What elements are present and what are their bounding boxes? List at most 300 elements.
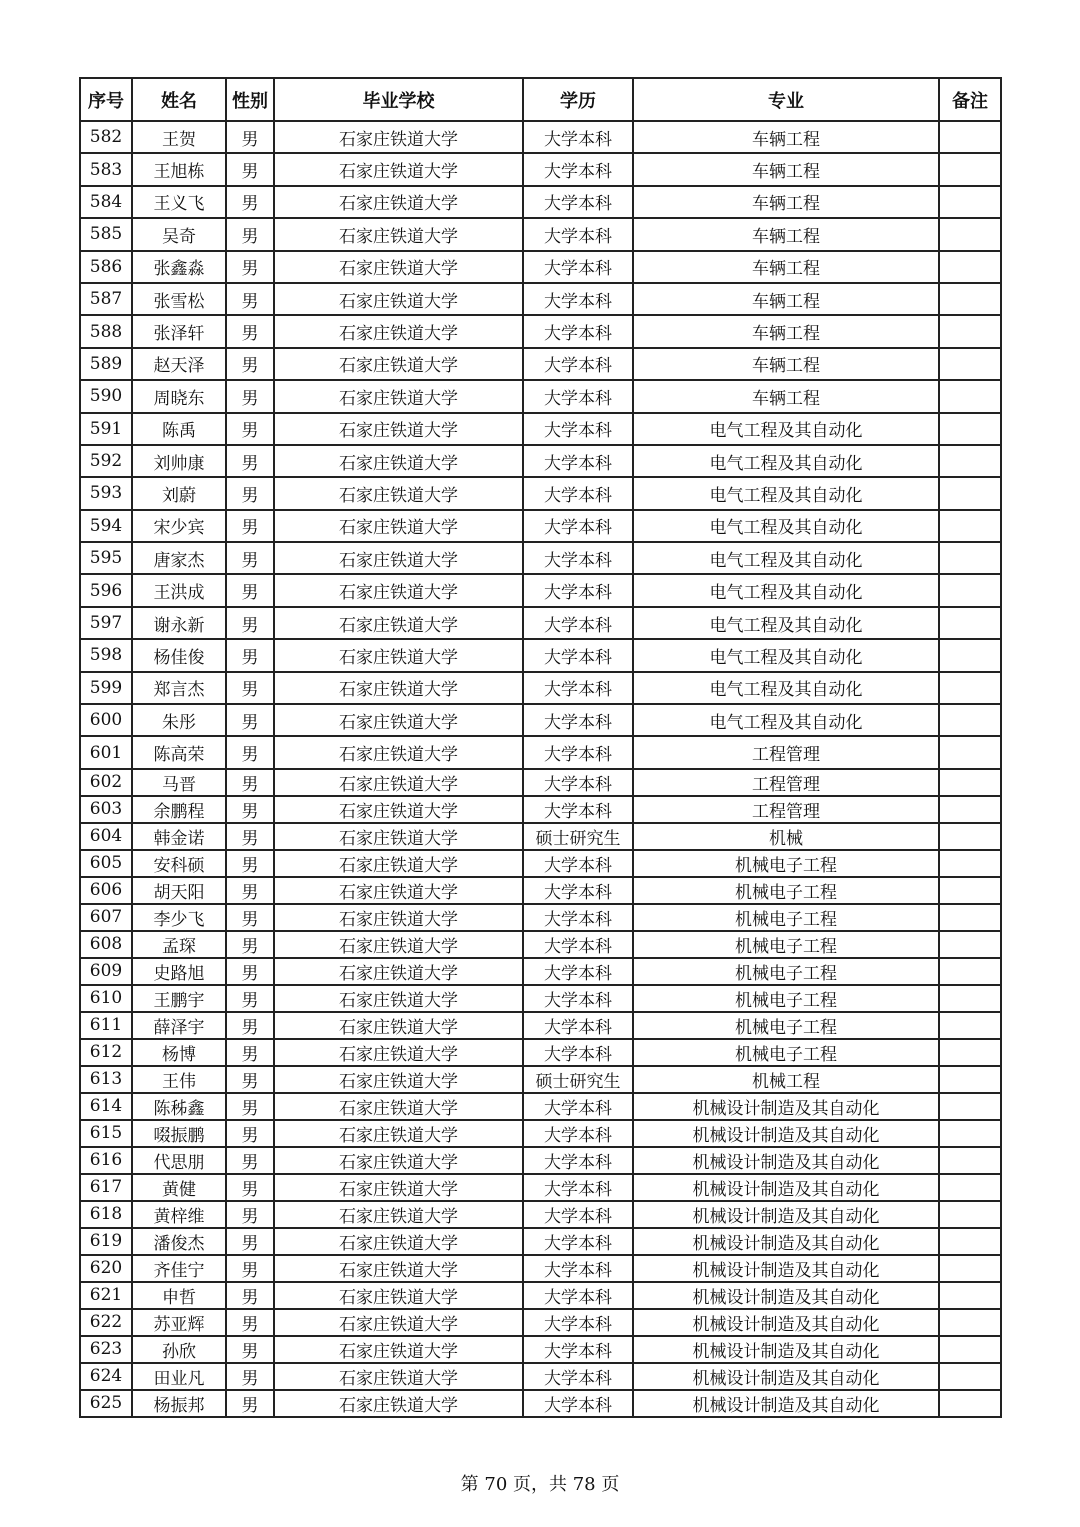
cell-remarks [939, 1390, 1001, 1417]
table-row [80, 1282, 1001, 1309]
cell-school: 石家庄铁道大学 [274, 1120, 523, 1147]
cell-name: 孟琛 [132, 931, 226, 958]
cell-gender: 男 [226, 958, 274, 985]
cell-major: 机械电子工程 [633, 904, 939, 931]
cell-gender: 男 [226, 769, 274, 796]
cell-name: 马晋 [132, 769, 226, 796]
cell-index: 616 [80, 1147, 132, 1174]
cell-degree: 大学本科 [523, 251, 633, 283]
cell-major: 车辆工程 [633, 315, 939, 347]
cell-remarks [939, 121, 1001, 153]
cell-major: 车辆工程 [633, 380, 939, 412]
cell-name: 余鹏程 [132, 796, 226, 823]
cell-gender: 男 [226, 1363, 274, 1390]
cell-degree: 大学本科 [523, 574, 633, 606]
cell-school: 石家庄铁道大学 [274, 877, 523, 904]
cell-index: 606 [80, 877, 132, 904]
cell-major: 车辆工程 [633, 218, 939, 250]
cell-degree: 大学本科 [523, 1390, 633, 1417]
cell-degree: 大学本科 [523, 121, 633, 153]
cell-remarks [939, 445, 1001, 477]
cell-remarks [939, 704, 1001, 736]
table-row [80, 736, 1001, 768]
cell-school: 石家庄铁道大学 [274, 1309, 523, 1336]
cell-name: 陈秭鑫 [132, 1093, 226, 1120]
cell-name: 张鑫淼 [132, 251, 226, 283]
table-row [80, 153, 1001, 185]
cell-school: 石家庄铁道大学 [274, 1336, 523, 1363]
cell-name: 胡天阳 [132, 877, 226, 904]
cell-major: 机械设计制造及其自动化 [633, 1147, 939, 1174]
cell-major: 工程管理 [633, 796, 939, 823]
cell-major: 机械设计制造及其自动化 [633, 1201, 939, 1228]
header-row [80, 78, 1001, 121]
cell-name: 宋少宾 [132, 510, 226, 542]
cell-major: 机械设计制造及其自动化 [633, 1282, 939, 1309]
header-name: 姓名 [132, 78, 226, 121]
table-row [80, 380, 1001, 412]
cell-index: 594 [80, 510, 132, 542]
cell-name: 孙欣 [132, 1336, 226, 1363]
cell-gender: 男 [226, 153, 274, 185]
cell-gender: 男 [226, 445, 274, 477]
cell-name: 李少飞 [132, 904, 226, 931]
cell-name: 王洪成 [132, 574, 226, 606]
cell-name: 安科硕 [132, 850, 226, 877]
cell-major: 车辆工程 [633, 121, 939, 153]
cell-gender: 男 [226, 1309, 274, 1336]
cell-name: 张泽轩 [132, 315, 226, 347]
cell-name: 代思朋 [132, 1147, 226, 1174]
cell-index: 602 [80, 769, 132, 796]
cell-school: 石家庄铁道大学 [274, 1147, 523, 1174]
cell-school: 石家庄铁道大学 [274, 542, 523, 574]
cell-degree: 大学本科 [523, 736, 633, 768]
table-row [80, 607, 1001, 639]
cell-gender: 男 [226, 1147, 274, 1174]
cell-name: 陈高荣 [132, 736, 226, 768]
cell-gender: 男 [226, 542, 274, 574]
cell-index: 587 [80, 283, 132, 315]
cell-gender: 男 [226, 186, 274, 218]
cell-index: 625 [80, 1390, 132, 1417]
cell-index: 613 [80, 1066, 132, 1093]
cell-major: 机械设计制造及其自动化 [633, 1093, 939, 1120]
cell-gender: 男 [226, 1120, 274, 1147]
cell-remarks [939, 1174, 1001, 1201]
cell-name: 啜振鹏 [132, 1120, 226, 1147]
cell-degree: 大学本科 [523, 904, 633, 931]
cell-name: 陈禹 [132, 413, 226, 445]
cell-remarks [939, 736, 1001, 768]
cell-name: 齐佳宁 [132, 1255, 226, 1282]
cell-gender: 男 [226, 1336, 274, 1363]
cell-remarks [939, 315, 1001, 347]
cell-name: 苏亚辉 [132, 1309, 226, 1336]
cell-index: 604 [80, 823, 132, 850]
cell-major: 电气工程及其自动化 [633, 542, 939, 574]
cell-name: 王义飞 [132, 186, 226, 218]
cell-index: 598 [80, 639, 132, 671]
table-row [80, 931, 1001, 958]
cell-degree: 大学本科 [523, 413, 633, 445]
cell-gender: 男 [226, 1201, 274, 1228]
cell-degree: 大学本科 [523, 1282, 633, 1309]
cell-index: 603 [80, 796, 132, 823]
cell-index: 582 [80, 121, 132, 153]
cell-degree: 大学本科 [523, 218, 633, 250]
cell-school: 石家庄铁道大学 [274, 796, 523, 823]
cell-degree: 大学本科 [523, 704, 633, 736]
cell-name: 张雪松 [132, 283, 226, 315]
cell-major: 车辆工程 [633, 283, 939, 315]
cell-gender: 男 [226, 218, 274, 250]
table-row [80, 542, 1001, 574]
table-row [80, 877, 1001, 904]
cell-remarks [939, 477, 1001, 509]
table-row [80, 1309, 1001, 1336]
cell-major: 车辆工程 [633, 251, 939, 283]
cell-degree: 大学本科 [523, 1120, 633, 1147]
cell-school: 石家庄铁道大学 [274, 574, 523, 606]
cell-name: 黄健 [132, 1174, 226, 1201]
cell-remarks [939, 823, 1001, 850]
table-row [80, 445, 1001, 477]
cell-school: 石家庄铁道大学 [274, 1390, 523, 1417]
cell-degree: 大学本科 [523, 1309, 633, 1336]
cell-remarks [939, 958, 1001, 985]
cell-degree: 大学本科 [523, 1039, 633, 1066]
cell-degree: 大学本科 [523, 985, 633, 1012]
cell-index: 592 [80, 445, 132, 477]
header-major: 专业 [633, 78, 939, 121]
cell-index: 619 [80, 1228, 132, 1255]
cell-school: 石家庄铁道大学 [274, 1012, 523, 1039]
cell-school: 石家庄铁道大学 [274, 153, 523, 185]
cell-school: 石家庄铁道大学 [274, 850, 523, 877]
table-row [80, 904, 1001, 931]
cell-gender: 男 [226, 931, 274, 958]
cell-degree: 大学本科 [523, 186, 633, 218]
cell-major: 车辆工程 [633, 153, 939, 185]
table-row [80, 1336, 1001, 1363]
cell-remarks [939, 1066, 1001, 1093]
table-row [80, 413, 1001, 445]
cell-major: 电气工程及其自动化 [633, 607, 939, 639]
table-row [80, 186, 1001, 218]
cell-name: 刘蔚 [132, 477, 226, 509]
cell-major: 机械电子工程 [633, 877, 939, 904]
cell-degree: 大学本科 [523, 639, 633, 671]
cell-school: 石家庄铁道大学 [274, 1093, 523, 1120]
cell-major: 机械电子工程 [633, 931, 939, 958]
cell-name: 刘帅康 [132, 445, 226, 477]
cell-major: 工程管理 [633, 736, 939, 768]
cell-index: 591 [80, 413, 132, 445]
cell-degree: 大学本科 [523, 1363, 633, 1390]
cell-major: 机械工程 [633, 1066, 939, 1093]
table-row [80, 850, 1001, 877]
table-row [80, 1012, 1001, 1039]
cell-index: 621 [80, 1282, 132, 1309]
cell-gender: 男 [226, 315, 274, 347]
cell-remarks [939, 1363, 1001, 1390]
cell-gender: 男 [226, 1066, 274, 1093]
cell-name: 王贺 [132, 121, 226, 153]
cell-remarks [939, 510, 1001, 542]
cell-degree: 大学本科 [523, 380, 633, 412]
table-row [80, 958, 1001, 985]
cell-name: 黄梓维 [132, 1201, 226, 1228]
cell-major: 机械设计制造及其自动化 [633, 1390, 939, 1417]
cell-name: 周晓东 [132, 380, 226, 412]
cell-remarks [939, 1309, 1001, 1336]
cell-degree: 大学本科 [523, 542, 633, 574]
cell-school: 石家庄铁道大学 [274, 186, 523, 218]
cell-gender: 男 [226, 1093, 274, 1120]
cell-degree: 大学本科 [523, 850, 633, 877]
cell-name: 唐家杰 [132, 542, 226, 574]
cell-major: 机械设计制造及其自动化 [633, 1228, 939, 1255]
cell-major: 机械设计制造及其自动化 [633, 1120, 939, 1147]
cell-index: 597 [80, 607, 132, 639]
table-row [80, 1174, 1001, 1201]
cell-remarks [939, 1201, 1001, 1228]
cell-index: 583 [80, 153, 132, 185]
cell-gender: 男 [226, 477, 274, 509]
table-row [80, 251, 1001, 283]
cell-index: 618 [80, 1201, 132, 1228]
cell-school: 石家庄铁道大学 [274, 251, 523, 283]
cell-index: 622 [80, 1309, 132, 1336]
header-index: 序号 [80, 78, 132, 121]
table-row [80, 1039, 1001, 1066]
cell-gender: 男 [226, 877, 274, 904]
cell-school: 石家庄铁道大学 [274, 1174, 523, 1201]
cell-remarks [939, 413, 1001, 445]
cell-degree: 大学本科 [523, 931, 633, 958]
cell-degree: 大学本科 [523, 348, 633, 380]
cell-gender: 男 [226, 704, 274, 736]
header-gender: 性别 [226, 78, 274, 121]
cell-name: 朱彤 [132, 704, 226, 736]
cell-school: 石家庄铁道大学 [274, 769, 523, 796]
cell-school: 石家庄铁道大学 [274, 704, 523, 736]
cell-degree: 大学本科 [523, 672, 633, 704]
cell-gender: 男 [226, 1228, 274, 1255]
cell-school: 石家庄铁道大学 [274, 736, 523, 768]
cell-school: 石家庄铁道大学 [274, 958, 523, 985]
cell-index: 609 [80, 958, 132, 985]
cell-major: 工程管理 [633, 769, 939, 796]
cell-major: 机械电子工程 [633, 958, 939, 985]
cell-index: 584 [80, 186, 132, 218]
cell-remarks [939, 574, 1001, 606]
cell-major: 机械设计制造及其自动化 [633, 1363, 939, 1390]
cell-name: 谢永新 [132, 607, 226, 639]
cell-name: 史路旭 [132, 958, 226, 985]
cell-name: 杨博 [132, 1039, 226, 1066]
table-row [80, 477, 1001, 509]
cell-index: 623 [80, 1336, 132, 1363]
cell-degree: 大学本科 [523, 1012, 633, 1039]
cell-degree: 大学本科 [523, 958, 633, 985]
cell-gender: 男 [226, 380, 274, 412]
cell-gender: 男 [226, 1282, 274, 1309]
cell-remarks [939, 1228, 1001, 1255]
cell-major: 机械电子工程 [633, 985, 939, 1012]
cell-degree: 大学本科 [523, 1093, 633, 1120]
cell-gender: 男 [226, 283, 274, 315]
cell-degree: 大学本科 [523, 1336, 633, 1363]
cell-major: 电气工程及其自动化 [633, 704, 939, 736]
cell-major: 车辆工程 [633, 348, 939, 380]
cell-remarks [939, 1039, 1001, 1066]
cell-index: 624 [80, 1363, 132, 1390]
cell-gender: 男 [226, 904, 274, 931]
cell-remarks [939, 542, 1001, 574]
cell-name: 杨振邦 [132, 1390, 226, 1417]
table-row [80, 672, 1001, 704]
cell-index: 600 [80, 704, 132, 736]
cell-remarks [939, 380, 1001, 412]
cell-index: 595 [80, 542, 132, 574]
cell-remarks [939, 607, 1001, 639]
cell-remarks [939, 850, 1001, 877]
table-row [80, 769, 1001, 796]
cell-gender: 男 [226, 639, 274, 671]
cell-degree: 大学本科 [523, 445, 633, 477]
table-row [80, 348, 1001, 380]
cell-name: 田业凡 [132, 1363, 226, 1390]
cell-remarks [939, 1120, 1001, 1147]
cell-index: 599 [80, 672, 132, 704]
cell-school: 石家庄铁道大学 [274, 1228, 523, 1255]
cell-school: 石家庄铁道大学 [274, 348, 523, 380]
table-row [80, 1390, 1001, 1417]
cell-degree: 大学本科 [523, 1174, 633, 1201]
cell-index: 605 [80, 850, 132, 877]
cell-major: 机械电子工程 [633, 1039, 939, 1066]
table-row [80, 1255, 1001, 1282]
cell-gender: 男 [226, 823, 274, 850]
cell-remarks [939, 1282, 1001, 1309]
cell-remarks [939, 283, 1001, 315]
cell-degree: 大学本科 [523, 1228, 633, 1255]
cell-school: 石家庄铁道大学 [274, 1039, 523, 1066]
cell-index: 593 [80, 477, 132, 509]
cell-gender: 男 [226, 736, 274, 768]
cell-index: 617 [80, 1174, 132, 1201]
table-row [80, 704, 1001, 736]
table-row [80, 1147, 1001, 1174]
cell-major: 电气工程及其自动化 [633, 639, 939, 671]
table-row [80, 510, 1001, 542]
cell-remarks [939, 1093, 1001, 1120]
cell-name: 王伟 [132, 1066, 226, 1093]
cell-gender: 男 [226, 510, 274, 542]
table-row [80, 1201, 1001, 1228]
cell-school: 石家庄铁道大学 [274, 445, 523, 477]
cell-major: 电气工程及其自动化 [633, 574, 939, 606]
cell-school: 石家庄铁道大学 [274, 607, 523, 639]
cell-degree: 大学本科 [523, 283, 633, 315]
cell-index: 615 [80, 1120, 132, 1147]
cell-major: 机械电子工程 [633, 850, 939, 877]
cell-gender: 男 [226, 348, 274, 380]
cell-name: 潘俊杰 [132, 1228, 226, 1255]
cell-name: 王旭栋 [132, 153, 226, 185]
cell-gender: 男 [226, 121, 274, 153]
cell-index: 585 [80, 218, 132, 250]
cell-degree: 大学本科 [523, 877, 633, 904]
cell-gender: 男 [226, 607, 274, 639]
cell-remarks [939, 1255, 1001, 1282]
cell-remarks [939, 1147, 1001, 1174]
header-remarks: 备注 [939, 78, 1001, 121]
cell-index: 607 [80, 904, 132, 931]
table-row [80, 574, 1001, 606]
cell-school: 石家庄铁道大学 [274, 315, 523, 347]
cell-gender: 男 [226, 672, 274, 704]
cell-remarks [939, 1336, 1001, 1363]
table-body [80, 121, 1001, 1417]
table-row [80, 1228, 1001, 1255]
table-row [80, 823, 1001, 850]
cell-remarks [939, 153, 1001, 185]
header-school: 毕业学校 [274, 78, 523, 121]
cell-name: 申哲 [132, 1282, 226, 1309]
cell-gender: 男 [226, 1255, 274, 1282]
cell-school: 石家庄铁道大学 [274, 1201, 523, 1228]
table-row [80, 796, 1001, 823]
cell-gender: 男 [226, 1390, 274, 1417]
cell-index: 612 [80, 1039, 132, 1066]
cell-remarks [939, 639, 1001, 671]
cell-gender: 男 [226, 985, 274, 1012]
cell-degree: 大学本科 [523, 1147, 633, 1174]
table-row [80, 218, 1001, 250]
cell-gender: 男 [226, 1012, 274, 1039]
cell-school: 石家庄铁道大学 [274, 1282, 523, 1309]
cell-name: 韩金诺 [132, 823, 226, 850]
cell-remarks [939, 218, 1001, 250]
table-row [80, 639, 1001, 671]
cell-name: 王鹏宇 [132, 985, 226, 1012]
cell-index: 586 [80, 251, 132, 283]
cell-degree: 大学本科 [523, 769, 633, 796]
cell-major: 车辆工程 [633, 186, 939, 218]
cell-name: 薛泽宇 [132, 1012, 226, 1039]
cell-major: 电气工程及其自动化 [633, 413, 939, 445]
cell-major: 电气工程及其自动化 [633, 477, 939, 509]
cell-school: 石家庄铁道大学 [274, 823, 523, 850]
cell-degree: 大学本科 [523, 153, 633, 185]
cell-remarks [939, 796, 1001, 823]
roster-table [79, 77, 1002, 1418]
table-row [80, 283, 1001, 315]
cell-remarks [939, 877, 1001, 904]
cell-school: 石家庄铁道大学 [274, 639, 523, 671]
table-row [80, 1363, 1001, 1390]
cell-gender: 男 [226, 1039, 274, 1066]
cell-remarks [939, 1012, 1001, 1039]
table-row [80, 315, 1001, 347]
cell-name: 杨佳俊 [132, 639, 226, 671]
cell-remarks [939, 769, 1001, 796]
cell-degree: 大学本科 [523, 607, 633, 639]
table-row [80, 1093, 1001, 1120]
